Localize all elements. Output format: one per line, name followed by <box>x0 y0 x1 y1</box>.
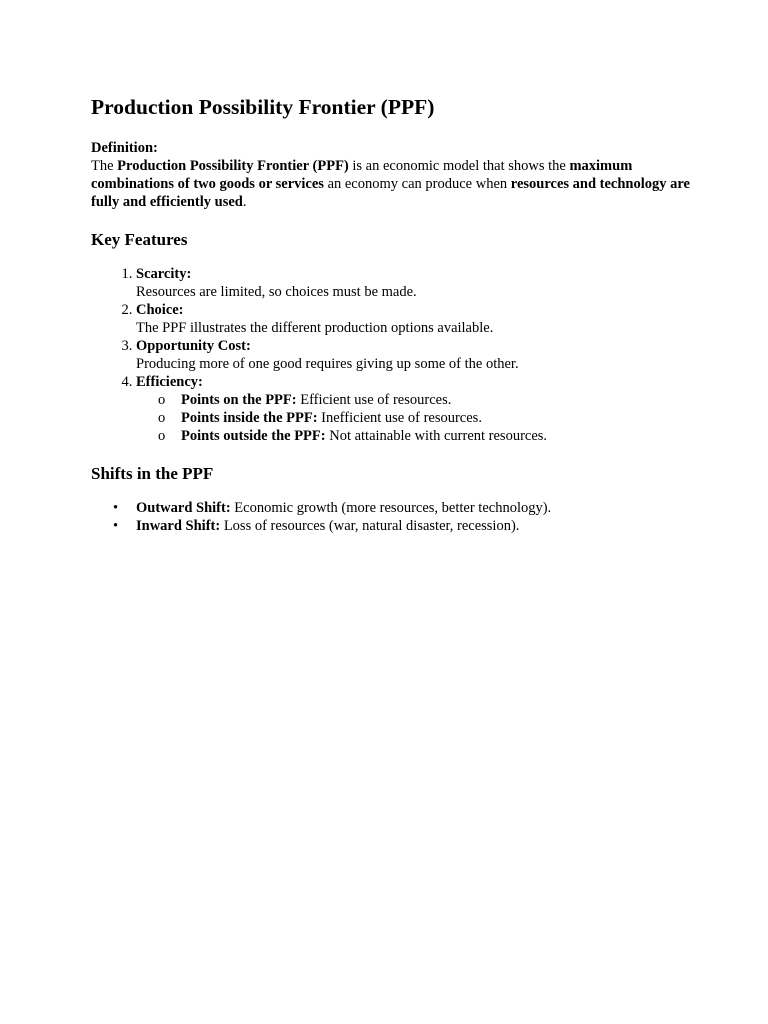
sub-item-text: Inefficient use of resources. <box>317 410 482 426</box>
feature-item-choice <box>136 301 691 337</box>
shifts-heading: Shifts in the PPF <box>91 464 214 483</box>
shift-item-inward <box>113 517 691 535</box>
definition-text-part: an economy can produce when <box>323 176 511 192</box>
definition-text-part: . <box>242 194 247 210</box>
feature-item-efficiency <box>136 373 691 445</box>
feature-description: Resources are limited, so choices must be made. <box>136 284 417 300</box>
sub-item-text: Not attainable with current resources. <box>325 428 548 444</box>
feature-item-scarcity <box>136 265 691 301</box>
definition-bold-phrase: maximum combinations of two goods or services <box>91 158 633 192</box>
list-item <box>158 391 691 409</box>
page-title: Production Possibility Frontier (PPF) <box>91 95 435 119</box>
definition-bold-term: Production Possibility Frontier (PPF) <box>117 158 349 174</box>
sub-item-text: Efficient use of resources. <box>296 392 452 408</box>
shift-text: Economic growth (more resources, better technology). <box>230 500 552 516</box>
shift-item-outward <box>113 499 691 517</box>
definition-bold-phrase: resources and technology are fully and efficiently used <box>91 176 690 210</box>
shift-text: Loss of resources (war, natural disaster, recession). <box>220 518 520 534</box>
feature-title: Efficiency: <box>136 374 203 390</box>
circle-bullet-icon: o <box>158 392 166 408</box>
shift-label: Inward Shift: <box>136 518 221 534</box>
list-item <box>158 427 691 445</box>
feature-title: Choice: <box>136 302 184 318</box>
bullet-icon: • <box>113 518 119 534</box>
definition-text <box>91 157 691 211</box>
circle-bullet-icon: o <box>158 428 166 444</box>
definition-text-part: is an economic model that shows the <box>348 158 570 174</box>
feature-title: Opportunity Cost: <box>136 338 251 354</box>
sub-item-label: Points on the PPF: <box>181 392 297 408</box>
sub-item-label: Points outside the PPF: <box>181 428 326 444</box>
feature-title: Scarcity: <box>136 266 192 282</box>
bullet-icon: • <box>113 500 119 516</box>
definition-label: Definition: <box>91 140 158 156</box>
shifts-list <box>91 499 691 535</box>
feature-item-opportunity-cost <box>136 337 691 373</box>
key-features-heading: Key Features <box>91 230 188 249</box>
feature-description: Producing more of one good requires giving up some of the other. <box>136 356 519 372</box>
definition-text-part: The <box>91 158 118 174</box>
key-features-list <box>91 265 691 445</box>
document-content <box>91 93 691 535</box>
list-item <box>158 409 691 427</box>
efficiency-sublist <box>136 391 691 445</box>
circle-bullet-icon: o <box>158 410 166 426</box>
feature-description: The PPF illustrates the different production options available. <box>136 320 494 336</box>
shift-label: Outward Shift: <box>136 500 231 516</box>
sub-item-label: Points inside the PPF: <box>181 410 318 426</box>
